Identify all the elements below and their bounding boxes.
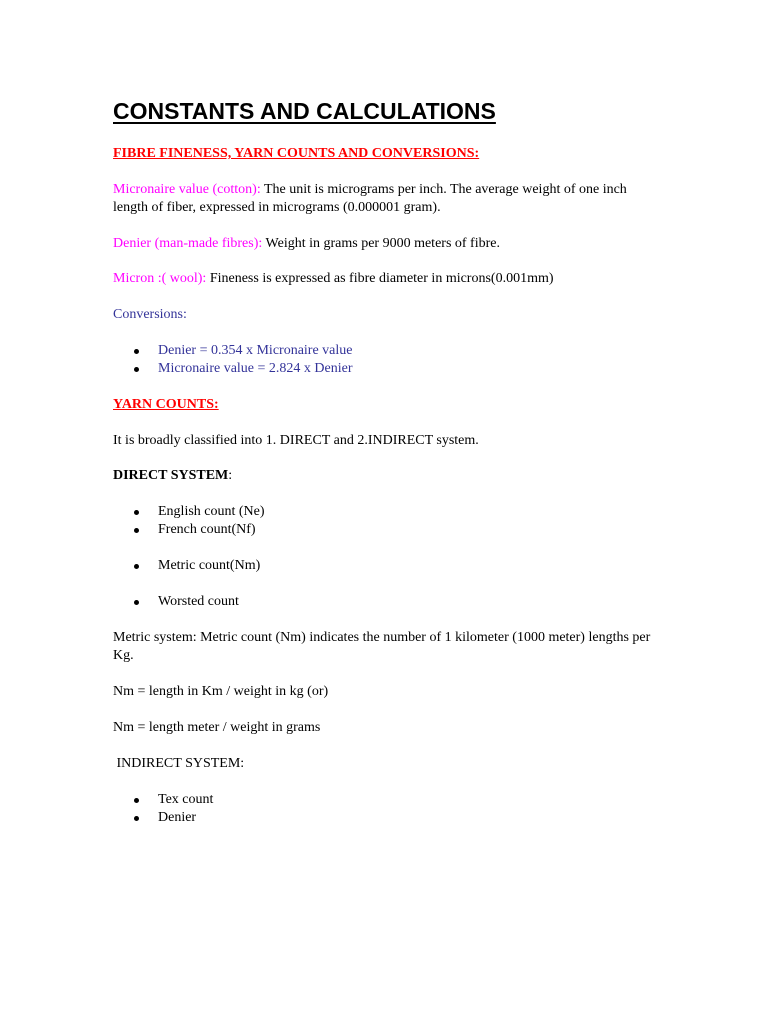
bullet-icon [134,564,139,569]
list-item: French count(Nf) [113,521,265,539]
metric-system-paragraph: Metric system: Metric count (Nm) indicates the number of 1 kilometer (1000 meter) lengths per Kg. [113,630,651,663]
bullet-icon [134,528,139,533]
direct-system-list [113,503,265,539]
indirect-system-heading: INDIRECT SYSTEM: [113,756,245,771]
denier-text: Weight in grams per 9000 meters of fibre. [262,236,500,251]
direct-system-label: DIRECT SYSTEM [113,468,229,483]
direct-system-list-continued [113,557,260,575]
yarn-counts-heading: YARN COUNTS: [113,397,219,412]
micronaire-paragraph [113,181,653,217]
direct-system-list-last [113,593,239,611]
list-item: Metric count(Nm) [113,557,260,575]
list-item: Denier [113,809,213,827]
bullet-icon [134,798,139,803]
micron-label: Micron :( wool): [113,271,207,286]
conversions-label: Conversions: [113,307,187,322]
bullet-icon [134,349,139,354]
formula-meter-grams: Nm = length meter / weight in grams [113,720,321,735]
bullet-icon [134,600,139,605]
list-item: Micronaire value = 2.824 x Denier [113,360,353,378]
direct-system-heading: DIRECT SYSTEM: [113,468,233,483]
list-item: English count (Ne) [113,503,265,521]
list-item: Tex count [113,791,213,809]
indirect-system-list [113,791,213,827]
micron-text: Fineness is expressed as fibre diameter in microns(0.001mm) [206,271,554,286]
conversions-list [113,342,353,378]
list-item: Worsted count [113,593,239,611]
denier-paragraph [113,235,653,253]
micronaire-label: Micronaire value (cotton): [113,182,261,197]
bullet-icon [134,510,139,515]
list-item: Denier = 0.354 x Micronaire value [113,342,353,360]
bullet-icon [134,367,139,372]
micron-paragraph [113,270,653,288]
classified-paragraph: It is broadly classified into 1. DIRECT and 2.INDIRECT system. [113,433,479,448]
micronaire-text: The unit is micrograms per inch. The average weight of one inch length of fiber, expressed in micrograms (0.000001 gram). [113,182,627,215]
page-title: CONSTANTS AND CALCULATIONS [113,98,496,124]
fibre-fineness-heading: FIBRE FINENESS, YARN COUNTS AND CONVERSIONS: [113,146,480,161]
denier-label: Denier (man-made fibres): [113,236,263,251]
formula-km-kg: Nm = length in Km / weight in kg (or) [113,684,329,699]
bullet-icon [134,816,139,821]
